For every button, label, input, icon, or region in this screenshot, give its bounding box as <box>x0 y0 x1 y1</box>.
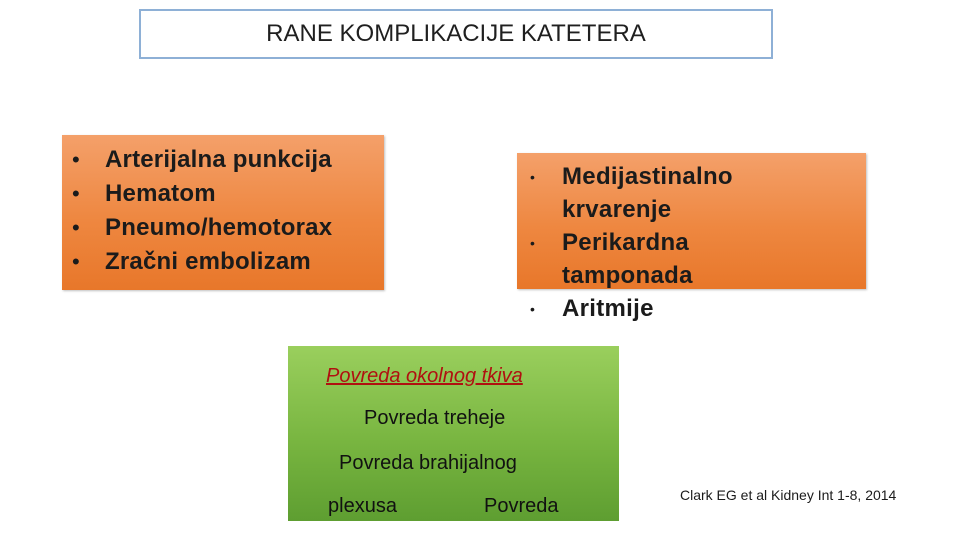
green-box <box>288 346 619 521</box>
green-box-line: plexusa <box>328 495 397 517</box>
slide-title: RANE KOMPLIKACIJE KATETERA <box>139 9 773 59</box>
bullet-icon: • <box>530 169 536 185</box>
bullet-icon: • <box>530 235 536 251</box>
list-item: • Perikardna tamponada <box>530 229 693 289</box>
green-box-line: Povreda brahijalnog <box>339 452 517 474</box>
list-item: • Zračni embolizam <box>72 245 332 279</box>
bullet-icon: • <box>72 215 80 240</box>
green-box-line: Povreda treheje <box>364 407 506 429</box>
green-box-heading: Povreda okolnog tkiva <box>326 365 523 387</box>
list-item: • Medijastinalno krvarenje <box>530 163 733 223</box>
citation: Clark EG et al Kidney Int 1-8, 2014 <box>680 487 897 503</box>
right-bullet-list <box>527 160 887 325</box>
bullet-icon: • <box>72 147 80 172</box>
bullet-icon: • <box>72 181 80 206</box>
list-item: • Hematom <box>72 177 332 211</box>
bullet-icon: • <box>72 249 80 274</box>
list-item: • Aritmije <box>527 292 887 325</box>
left-bullet-list <box>72 143 332 279</box>
list-item: • Pneumo/hemotorax <box>72 211 332 245</box>
green-box-line: Povreda <box>484 495 559 517</box>
bullet-icon: • <box>530 301 536 317</box>
list-item: • Arterijalna punkcija <box>72 143 332 177</box>
